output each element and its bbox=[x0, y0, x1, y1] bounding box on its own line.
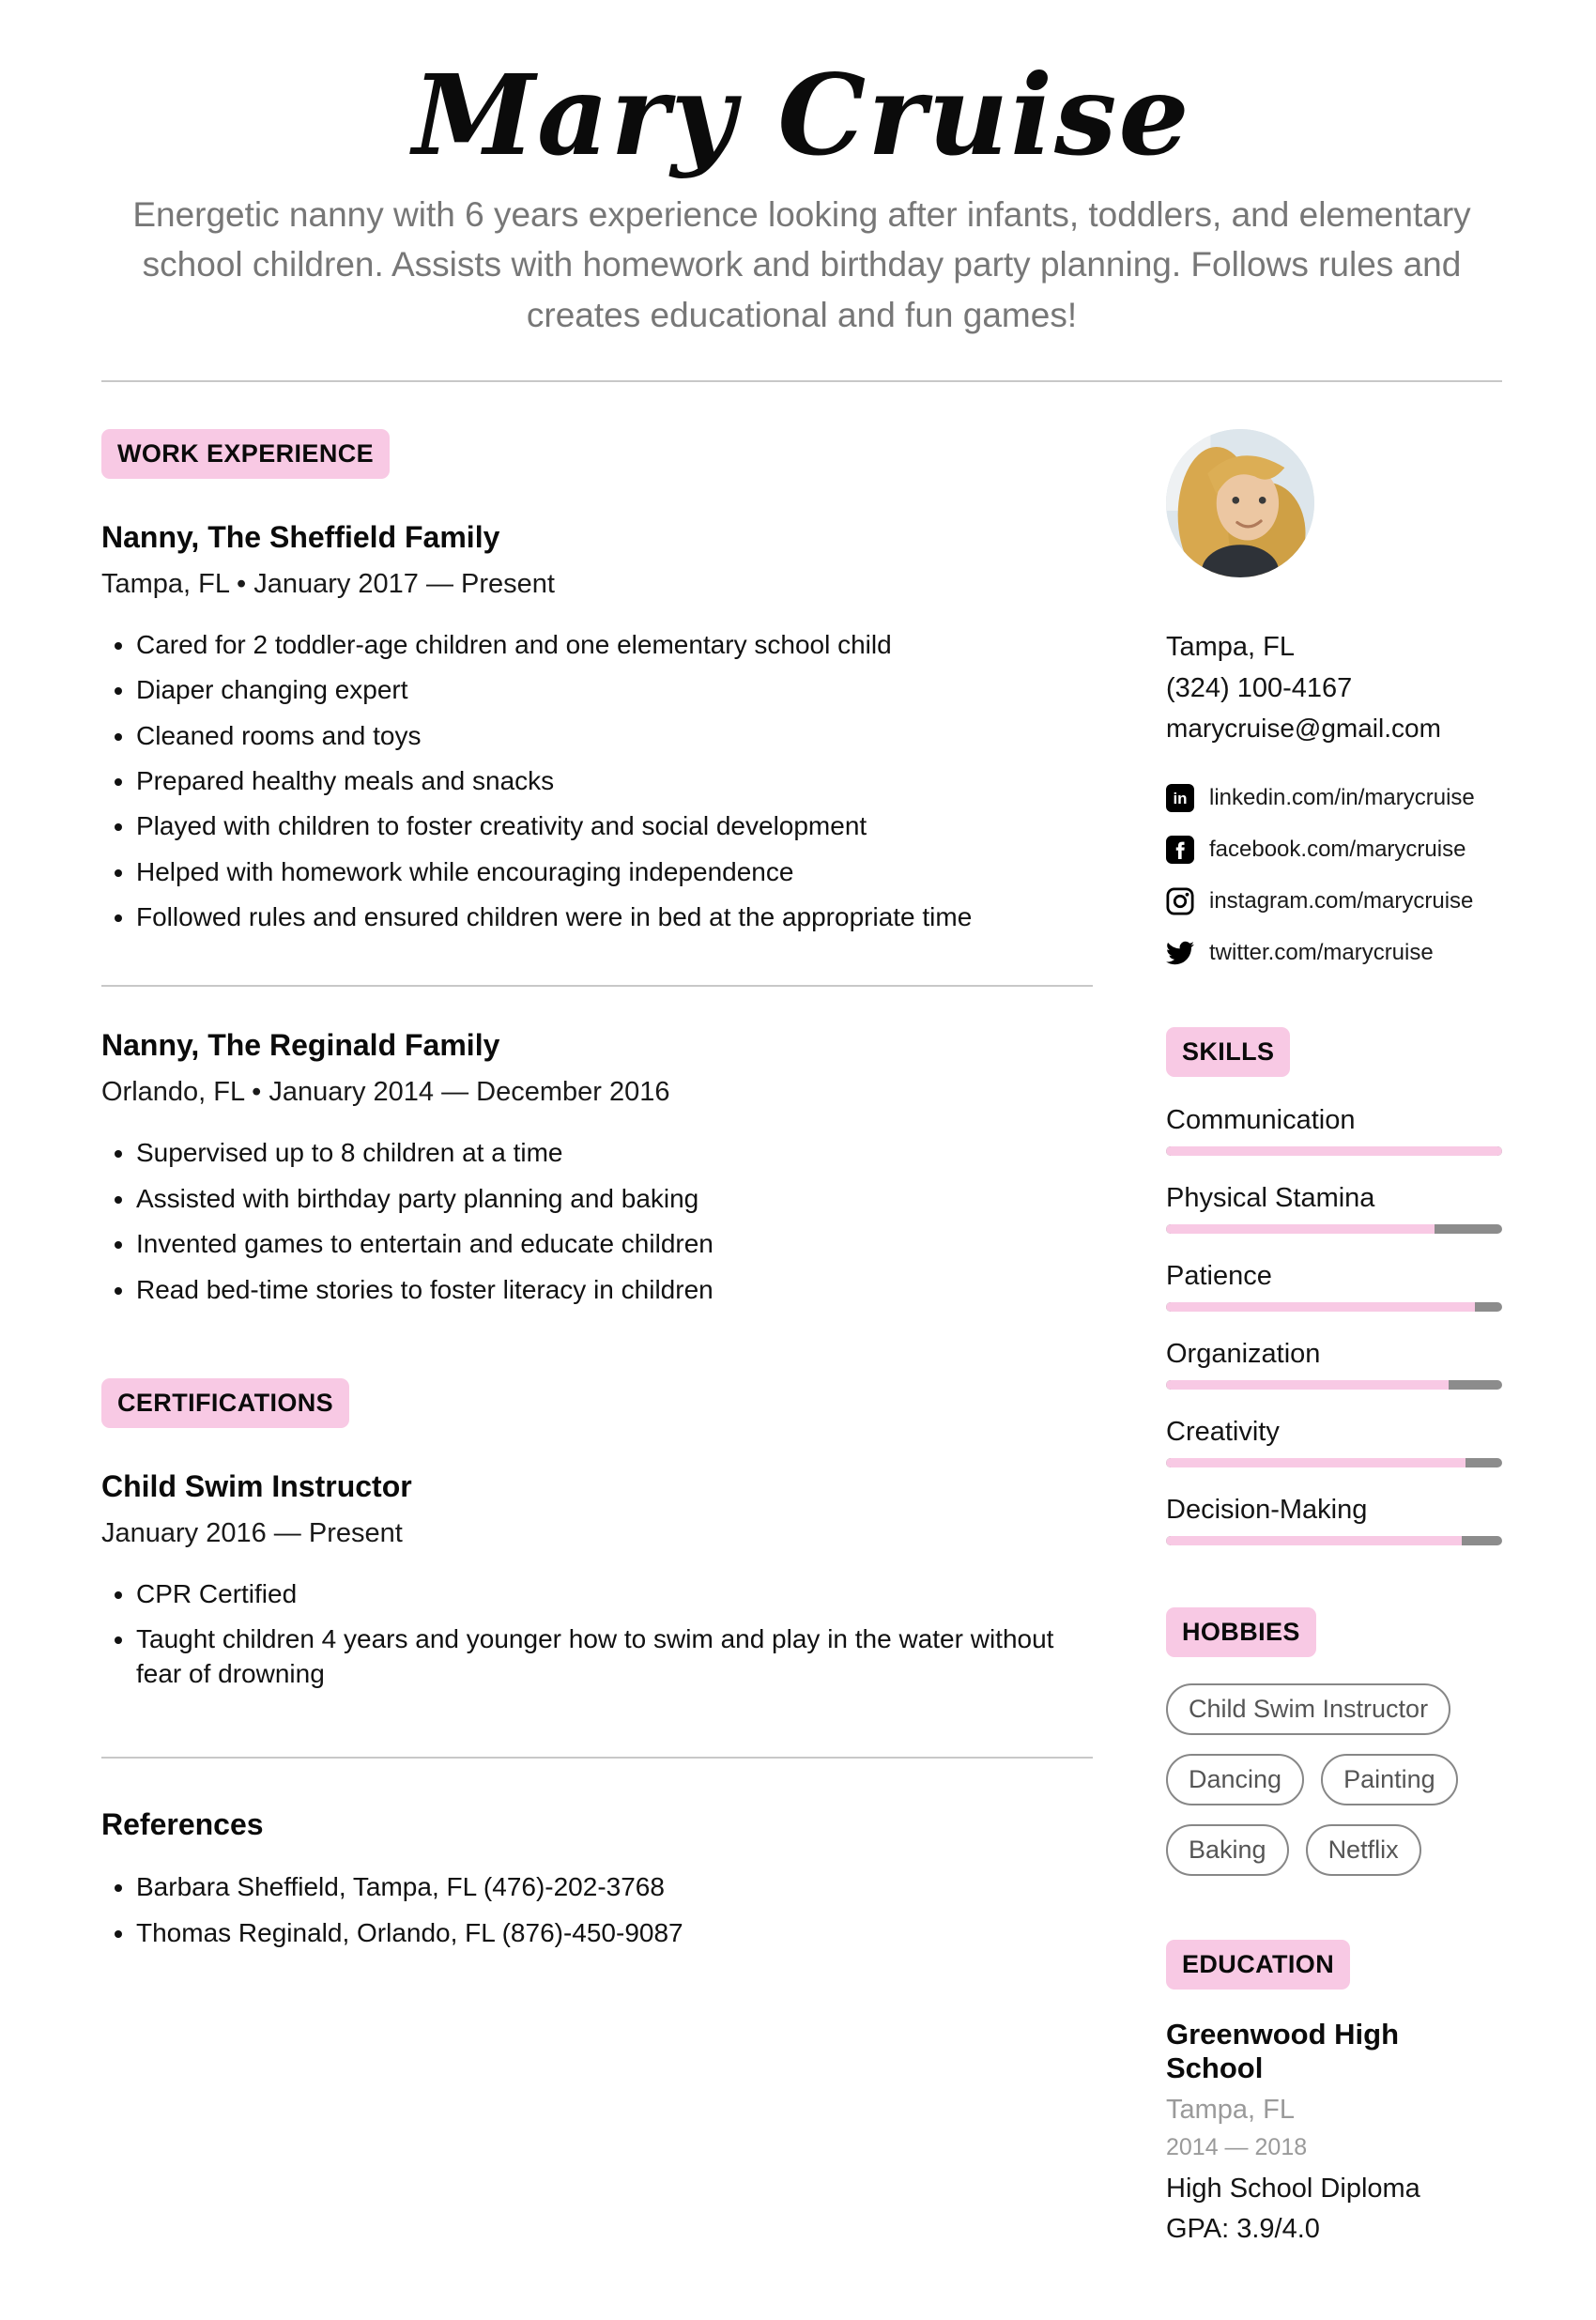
job-bullet-list bbox=[101, 1136, 1093, 1307]
job-bullet: • Played with children to foster creativity and social development bbox=[136, 809, 1093, 843]
linkedin-icon: in bbox=[1166, 784, 1194, 812]
education-label: EDUCATION bbox=[1166, 1940, 1350, 1990]
facebook-link[interactable] bbox=[1166, 836, 1502, 864]
job-bullet: • Prepared healthy meals and snacks bbox=[136, 764, 1093, 798]
skill-bar-fill bbox=[1166, 1380, 1449, 1390]
instagram-url: instagram.com/marycruise bbox=[1209, 888, 1474, 914]
contact-location: Tampa, FL bbox=[1166, 631, 1295, 662]
certification-meta: January 2016 — Present bbox=[101, 1518, 403, 1549]
skill-item bbox=[1166, 1339, 1502, 1390]
hobby-pills bbox=[1166, 1683, 1502, 1876]
skill-name: Physical Stamina bbox=[1166, 1183, 1375, 1214]
job-bullet: • Followed rules and ensured children were in bed at the appropriate time bbox=[136, 900, 1093, 934]
job-bullet: • Invented games to entertain and educate children bbox=[136, 1227, 1093, 1261]
hobby-pill: Painting bbox=[1321, 1754, 1458, 1805]
job-bullet: • Supervised up to 8 children at a time bbox=[136, 1136, 1093, 1170]
reference-item: • Thomas Reginald, Orlando, FL (876)-450-9087 bbox=[136, 1916, 1093, 1950]
skill-bar bbox=[1166, 1536, 1502, 1545]
skill-bar bbox=[1166, 1380, 1502, 1390]
section-divider bbox=[101, 985, 1093, 987]
hobby-pill: Baking bbox=[1166, 1824, 1289, 1876]
skill-bar bbox=[1166, 1458, 1502, 1467]
work-experience-section bbox=[101, 429, 1093, 1307]
skill-name: Communication bbox=[1166, 1105, 1356, 1136]
person-name: Mary Cruise bbox=[412, 50, 1191, 180]
education-section bbox=[1166, 1876, 1502, 2245]
contact-block bbox=[1166, 626, 1502, 749]
certifications-section bbox=[101, 1378, 1093, 1691]
twitter-url: twitter.com/marycruise bbox=[1209, 940, 1434, 966]
instagram-icon bbox=[1166, 887, 1194, 915]
skill-item bbox=[1166, 1183, 1502, 1234]
work-experience-label: WORK EXPERIENCE bbox=[101, 429, 390, 479]
skill-bar-fill bbox=[1166, 1302, 1475, 1312]
skills-section bbox=[1166, 967, 1502, 1545]
job-meta: Tampa, FL • January 2017 — Present bbox=[101, 568, 555, 599]
job-entry bbox=[101, 520, 1093, 935]
certification-bullet: • Taught children 4 years and younger how to swim and play in the water without fear of drowning bbox=[136, 1622, 1093, 1691]
job-meta: Orlando, FL • January 2014 — December 2016 bbox=[101, 1077, 670, 1108]
skill-bar-fill bbox=[1166, 1458, 1466, 1467]
references-section bbox=[101, 1807, 1093, 1950]
hobbies-label: HOBBIES bbox=[1166, 1607, 1316, 1657]
certification-bullet-list bbox=[101, 1577, 1093, 1691]
references-title: References bbox=[101, 1807, 264, 1842]
skill-bar bbox=[1166, 1224, 1502, 1234]
hobby-pill: Child Swim Instructor bbox=[1166, 1683, 1450, 1735]
two-column-layout bbox=[101, 382, 1502, 2246]
skill-item bbox=[1166, 1105, 1502, 1156]
main-column bbox=[101, 429, 1093, 1950]
skill-bar-fill bbox=[1166, 1224, 1435, 1234]
sidebar-column bbox=[1166, 429, 1502, 2246]
skill-name: Decision-Making bbox=[1166, 1495, 1368, 1526]
profile-photo bbox=[1166, 429, 1314, 577]
summary-text: Energetic nanny with 6 years experience looking after infants, toddlers, and elementary school children. Assists with homework and birthday party planning. Follows rules and creates educational and fun games! bbox=[132, 194, 1471, 335]
skill-item bbox=[1166, 1417, 1502, 1467]
hobby-pill: Dancing bbox=[1166, 1754, 1304, 1805]
linkedin-url: linkedin.com/in/marycruise bbox=[1209, 785, 1475, 811]
skill-bar bbox=[1166, 1146, 1502, 1156]
education-school: Greenwood High School bbox=[1166, 2018, 1399, 2085]
skill-name: Creativity bbox=[1166, 1417, 1280, 1448]
education-gpa: GPA: 3.9/4.0 bbox=[1166, 2214, 1320, 2245]
certification-bullet: • CPR Certified bbox=[136, 1577, 1093, 1611]
job-bullet: • Cared for 2 toddler-age children and one elementary school child bbox=[136, 628, 1093, 662]
job-entry bbox=[101, 1028, 1093, 1307]
job-bullet: • Cleaned rooms and toys bbox=[136, 719, 1093, 753]
twitter-link[interactable] bbox=[1166, 939, 1502, 967]
skill-name: Patience bbox=[1166, 1261, 1272, 1292]
facebook-url: facebook.com/marycruise bbox=[1209, 837, 1466, 863]
social-links bbox=[1166, 784, 1502, 967]
skill-bar-fill bbox=[1166, 1536, 1462, 1545]
reference-item: • Barbara Sheffield, Tampa, FL (476)-202-3768 bbox=[136, 1870, 1093, 1904]
twitter-icon bbox=[1166, 939, 1194, 967]
instagram-link[interactable] bbox=[1166, 887, 1502, 915]
skill-item bbox=[1166, 1261, 1502, 1312]
hobbies-section bbox=[1166, 1545, 1502, 1876]
certification-title: Child Swim Instructor bbox=[101, 1469, 412, 1504]
education-years: 2014 — 2018 bbox=[1166, 2134, 1308, 2161]
certifications-label: CERTIFICATIONS bbox=[101, 1378, 349, 1428]
facebook-icon bbox=[1166, 836, 1194, 864]
references-bullet-list bbox=[101, 1870, 1093, 1950]
skill-item bbox=[1166, 1495, 1502, 1545]
skill-bar bbox=[1166, 1302, 1502, 1312]
linkedin-link[interactable] bbox=[1166, 784, 1502, 812]
skills-label: SKILLS bbox=[1166, 1027, 1290, 1077]
job-bullet: • Diaper changing expert bbox=[136, 673, 1093, 707]
contact-phone: (324) 100-4167 bbox=[1166, 672, 1353, 703]
job-bullet: • Assisted with birthday party planning and baking bbox=[136, 1182, 1093, 1216]
job-title: Nanny, The Reginald Family bbox=[101, 1028, 500, 1063]
education-degree: High School Diploma bbox=[1166, 2174, 1420, 2205]
job-bullet-list bbox=[101, 628, 1093, 935]
skill-bar-fill bbox=[1166, 1146, 1502, 1156]
section-divider bbox=[101, 1757, 1093, 1759]
job-title: Nanny, The Sheffield Family bbox=[101, 519, 500, 554]
hobby-pill: Netflix bbox=[1306, 1824, 1421, 1876]
job-bullet: • Helped with homework while encouraging independence bbox=[136, 855, 1093, 889]
job-bullet: • Read bed-time stories to foster literacy in children bbox=[136, 1273, 1093, 1307]
contact-email: marycruise@gmail.com bbox=[1166, 713, 1441, 743]
skill-name: Organization bbox=[1166, 1339, 1321, 1370]
education-location: Tampa, FL bbox=[1166, 2095, 1295, 2126]
